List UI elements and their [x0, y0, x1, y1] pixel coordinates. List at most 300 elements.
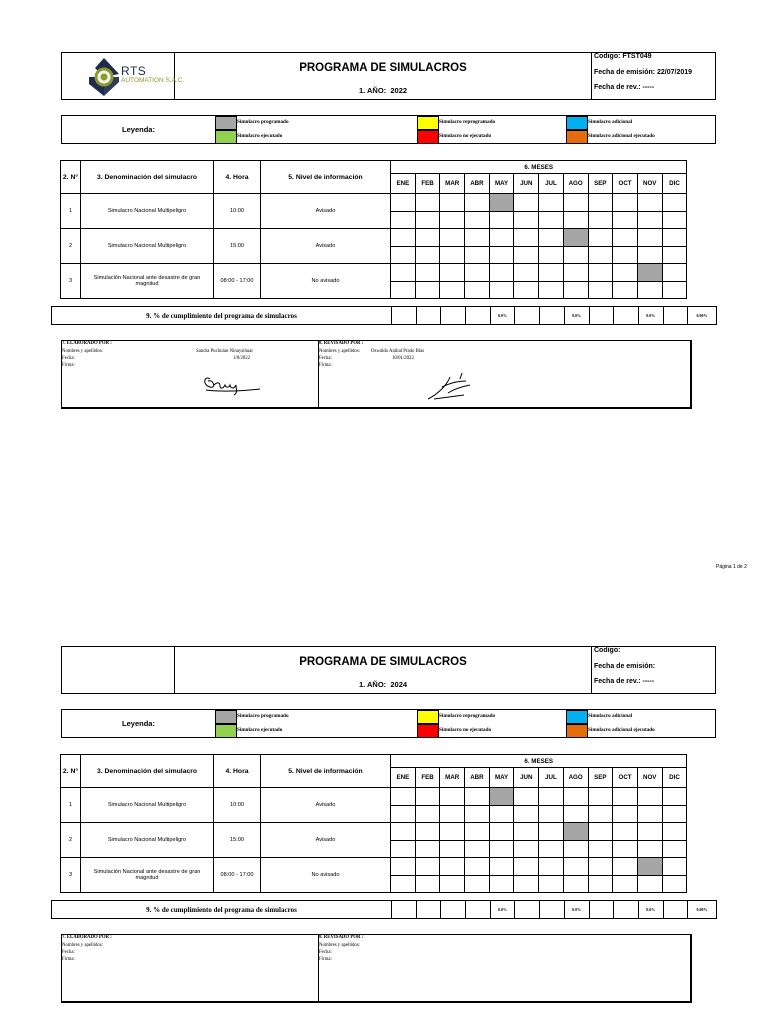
month-cell — [613, 211, 638, 229]
month-cell — [391, 858, 416, 876]
month-cell — [588, 264, 613, 282]
month-header: FEB — [415, 768, 440, 788]
compliance-month-value — [416, 307, 441, 325]
row-nivel: Avisado — [261, 823, 391, 858]
month-cell — [440, 194, 465, 212]
scheduled-month-cell — [563, 823, 588, 841]
month-cell — [514, 264, 539, 282]
month-cell — [637, 788, 662, 806]
month-cell — [440, 858, 465, 876]
compliance-month-value: 0.0% — [490, 901, 515, 919]
month-cell — [489, 840, 514, 858]
col-header-denominacion: 3. Denominación del simulacro — [81, 755, 214, 788]
revisado-title: 8. REVISADO POR : — [319, 935, 364, 940]
fecha-emision: Fecha de emisión: 22/07/2019 — [594, 69, 693, 76]
month-cell — [415, 246, 440, 264]
compliance-month-value — [540, 901, 565, 919]
month-cell — [637, 211, 662, 229]
month-cell — [391, 194, 416, 212]
scheduled-month-cell — [563, 229, 588, 247]
month-cell — [465, 211, 490, 229]
row-num: 3 — [61, 858, 81, 893]
month-cell — [440, 840, 465, 858]
table-row — [61, 823, 687, 841]
month-cell — [415, 858, 440, 876]
month-cell — [539, 840, 564, 858]
document-page — [0, 594, 768, 1024]
month-cell — [440, 823, 465, 841]
month-header: JUN — [514, 768, 539, 788]
col-header-num: 2. N° — [61, 161, 81, 194]
month-cell — [514, 281, 539, 299]
compliance-month-value — [466, 901, 491, 919]
legend-block — [61, 709, 716, 738]
row-denominacion: Simulación Nacional ante desastre de gran magnitud — [81, 264, 214, 299]
month-cell — [637, 875, 662, 893]
row-denominacion: Simulacro Nacional Multipeligro — [81, 194, 214, 229]
meta-cell — [591, 647, 715, 693]
month-cell — [613, 823, 638, 841]
legend-swatch — [566, 130, 588, 144]
year-line — [175, 86, 591, 95]
month-cell — [440, 246, 465, 264]
table-row — [61, 788, 687, 806]
row-hora: 08:00 - 17:00 — [214, 264, 261, 299]
month-cell — [613, 281, 638, 299]
month-cell — [465, 840, 490, 858]
month-cell — [563, 788, 588, 806]
row-nivel: Avisado — [261, 229, 391, 264]
col-header-meses: 6. MESES — [391, 755, 687, 768]
legend-item-label: Simulacro ejecutado — [237, 727, 283, 733]
fecha-emision: Fecha de emisión: — [594, 663, 656, 670]
compliance-month-value — [540, 307, 565, 325]
elaborado-section — [62, 935, 319, 1001]
month-cell — [539, 246, 564, 264]
logo-cell — [62, 647, 175, 693]
month-header: MAR — [440, 174, 465, 194]
month-cell — [489, 823, 514, 841]
row-denominacion: Simulación Nacional ante desastre de gran magnitud — [81, 858, 214, 893]
month-cell — [391, 246, 416, 264]
legend-item-label: Simulacro programado — [237, 119, 289, 125]
month-cell — [613, 840, 638, 858]
month-cell — [588, 281, 613, 299]
row-hora: 10:00 — [214, 788, 261, 823]
month-header: NOV — [637, 174, 662, 194]
month-header: AGO — [563, 174, 588, 194]
page-number: Página 1 de 2 — [716, 564, 747, 570]
compliance-month-value: 0.0% — [564, 307, 589, 325]
month-cell — [391, 875, 416, 893]
scheduled-month-cell — [637, 858, 662, 876]
month-cell — [662, 840, 687, 858]
compliance-row — [51, 306, 717, 325]
row-num: 3 — [61, 264, 81, 299]
legend-item-label: Simulacro adicional ejecutado — [588, 133, 655, 139]
company-logo — [86, 56, 206, 98]
month-cell — [465, 281, 490, 299]
revisado-sign-label: Firma: — [319, 363, 332, 368]
month-cell — [637, 229, 662, 247]
signature-block — [61, 934, 692, 1003]
month-cell — [465, 264, 490, 282]
month-cell — [514, 823, 539, 841]
compliance-row — [51, 900, 717, 919]
month-cell — [539, 805, 564, 823]
month-cell — [514, 840, 539, 858]
col-header-meses: 6. MESES — [391, 161, 687, 174]
month-cell — [415, 875, 440, 893]
month-cell — [391, 281, 416, 299]
month-cell — [662, 211, 687, 229]
table-row — [61, 194, 687, 212]
month-cell — [391, 229, 416, 247]
month-cell — [563, 211, 588, 229]
row-nivel: No avisado — [261, 858, 391, 893]
document-title: PROGRAMA DE SIMULACROS — [299, 656, 467, 668]
revisado-date-value: 10/01/2022 — [392, 356, 414, 361]
month-cell — [489, 211, 514, 229]
legend-swatch — [417, 724, 439, 738]
month-cell — [415, 194, 440, 212]
legend-swatch — [215, 116, 237, 130]
compliance-month-value — [416, 901, 441, 919]
compliance-month-value: 0.0% — [638, 307, 663, 325]
month-cell — [514, 211, 539, 229]
month-cell — [440, 229, 465, 247]
month-cell — [539, 194, 564, 212]
revisado-section — [318, 935, 690, 1001]
compliance-month-value: 0.0% — [638, 901, 663, 919]
row-num: 1 — [61, 788, 81, 823]
month-header: SEP — [588, 174, 613, 194]
month-cell — [514, 246, 539, 264]
signature-block — [61, 340, 692, 409]
month-header: MAR — [440, 768, 465, 788]
legend-label: Leyenda: — [122, 719, 155, 728]
month-cell — [662, 281, 687, 299]
month-cell — [415, 788, 440, 806]
row-denominacion: Simulacro Nacional Multipeligro — [81, 229, 214, 264]
month-cell — [391, 840, 416, 858]
month-cell — [588, 840, 613, 858]
month-cell — [563, 246, 588, 264]
month-cell — [465, 875, 490, 893]
elaborado-date-value: 1/8/2022 — [233, 356, 251, 361]
elaborado-sign-label: Firma: — [62, 363, 75, 368]
month-cell — [563, 805, 588, 823]
compliance-month-value — [614, 307, 639, 325]
legend-swatch — [417, 116, 439, 130]
month-cell — [440, 875, 465, 893]
month-cell — [563, 281, 588, 299]
elaborado-name-label: Nombres y apellidos: — [62, 943, 104, 948]
compliance-month-value — [515, 901, 540, 919]
year-line — [175, 680, 591, 689]
month-header: SEP — [588, 768, 613, 788]
month-cell — [637, 194, 662, 212]
month-cell — [391, 788, 416, 806]
compliance-month-value: 0.0% — [490, 307, 515, 325]
month-header: JUL — [539, 174, 564, 194]
year-value: 2022 — [390, 86, 408, 95]
elaborado-date-label: Fecha: — [62, 356, 75, 361]
table-row — [61, 229, 687, 247]
month-cell — [514, 194, 539, 212]
row-nivel: Avisado — [261, 788, 391, 823]
month-cell — [514, 805, 539, 823]
month-header: MAY — [489, 768, 514, 788]
month-cell — [514, 788, 539, 806]
month-cell — [662, 805, 687, 823]
scheduled-month-cell — [489, 788, 514, 806]
month-cell — [637, 281, 662, 299]
compliance-month-value — [589, 901, 614, 919]
month-header: DIC — [662, 768, 687, 788]
month-cell — [514, 229, 539, 247]
row-hora: 10:00 — [214, 194, 261, 229]
month-header: OCT — [613, 768, 638, 788]
table-row — [61, 264, 687, 282]
document-title: PROGRAMA DE SIMULACROS — [299, 62, 467, 74]
month-cell — [539, 281, 564, 299]
month-cell — [415, 264, 440, 282]
month-cell — [539, 264, 564, 282]
month-cell — [563, 840, 588, 858]
row-nivel: No avisado — [261, 264, 391, 299]
year-label: 1. AÑO: — [358, 680, 387, 689]
elaborado-name-value: Sandra Puchulan Ninaysihuar — [196, 349, 254, 354]
month-cell — [465, 194, 490, 212]
month-cell — [539, 211, 564, 229]
legend-item-label: Simulacro reprogramado — [439, 119, 496, 125]
compliance-total: 0.00% — [688, 901, 717, 919]
legend-swatch — [215, 130, 237, 144]
month-cell — [588, 858, 613, 876]
month-cell — [613, 875, 638, 893]
month-cell — [489, 858, 514, 876]
month-cell — [588, 788, 613, 806]
handwritten-signature-revisado — [424, 369, 474, 403]
legend-item-label: Simulacro reprogramado — [439, 713, 496, 719]
compliance-month-value — [441, 901, 466, 919]
rts-logo-icon — [86, 56, 122, 98]
legend-swatch — [215, 724, 237, 738]
compliance-month-value — [392, 307, 417, 325]
revisado-name-value: Oswaldo Anibal Prado Blas — [371, 349, 425, 354]
compliance-total: 0.00% — [688, 307, 717, 325]
month-cell — [440, 805, 465, 823]
month-cell — [613, 788, 638, 806]
compliance-month-value — [441, 307, 466, 325]
header-block — [61, 646, 716, 694]
col-header-hora: 4. Hora — [214, 755, 261, 788]
month-cell — [391, 823, 416, 841]
month-cell — [440, 788, 465, 806]
row-denominacion: Simulacro Nacional Multipeligro — [81, 788, 214, 823]
month-cell — [662, 246, 687, 264]
month-cell — [662, 194, 687, 212]
col-header-denominacion: 3. Denominación del simulacro — [81, 161, 214, 194]
legend-item-label: Simulacro no ejecutado — [439, 133, 492, 139]
month-cell — [662, 788, 687, 806]
month-cell — [391, 805, 416, 823]
compliance-label: 9. % de cumplimiento del programa de simulacros — [52, 901, 392, 919]
compliance-month-value — [589, 307, 614, 325]
revisado-date-label: Fecha: — [319, 950, 332, 955]
month-cell — [415, 211, 440, 229]
row-num: 2 — [61, 823, 81, 858]
month-cell — [489, 875, 514, 893]
compliance-label: 9. % de cumplimiento del programa de simulacros — [52, 307, 392, 325]
elaborado-name-label: Nombres y apellidos: — [62, 349, 104, 354]
month-cell — [613, 805, 638, 823]
col-header-num: 2. N° — [61, 755, 81, 788]
month-cell — [588, 875, 613, 893]
month-cell — [465, 246, 490, 264]
year-value: 2024 — [390, 680, 408, 689]
month-cell — [489, 281, 514, 299]
month-cell — [465, 788, 490, 806]
legend-item-label: Simulacro no ejecutado — [439, 727, 492, 733]
month-cell — [662, 823, 687, 841]
month-cell — [613, 229, 638, 247]
month-cell — [415, 281, 440, 299]
col-header-hora: 4. Hora — [214, 161, 261, 194]
codigo: Codigo: FTST049 — [594, 53, 652, 60]
month-cell — [465, 858, 490, 876]
month-cell — [440, 264, 465, 282]
month-header: MAY — [489, 174, 514, 194]
month-cell — [588, 194, 613, 212]
month-cell — [662, 875, 687, 893]
scheduled-month-cell — [637, 264, 662, 282]
month-header: DIC — [662, 174, 687, 194]
fecha-revision: Fecha de rev.: ----- — [594, 678, 655, 685]
compliance-month-value — [663, 901, 688, 919]
revisado-name-label: Nombres y apellidos: — [319, 349, 361, 354]
legend-item-label: Simulacro adicional ejecutado — [588, 727, 655, 733]
compliance-month-value — [466, 307, 491, 325]
revisado-name-label: Nombres y apellidos: — [319, 943, 361, 948]
col-header-nivel: 5. Nivel de información — [261, 755, 391, 788]
schedule-table — [60, 754, 687, 893]
month-cell — [563, 264, 588, 282]
month-cell — [563, 875, 588, 893]
legend-swatch — [566, 724, 588, 738]
month-cell — [539, 788, 564, 806]
row-nivel: Avisado — [261, 194, 391, 229]
month-header: OCT — [613, 174, 638, 194]
month-cell — [539, 858, 564, 876]
month-cell — [637, 840, 662, 858]
month-cell — [440, 281, 465, 299]
logo-subtitle: AUTOMATION S.A.C. — [121, 77, 185, 84]
month-cell — [662, 264, 687, 282]
month-cell — [539, 229, 564, 247]
elaborado-title: 7. ELABORADO POR : — [62, 341, 112, 346]
month-header: NOV — [637, 768, 662, 788]
month-cell — [489, 246, 514, 264]
month-header: JUL — [539, 768, 564, 788]
month-header: JUN — [514, 174, 539, 194]
revisado-section — [318, 341, 690, 407]
month-cell — [563, 858, 588, 876]
month-cell — [637, 805, 662, 823]
month-cell — [588, 246, 613, 264]
month-cell — [588, 211, 613, 229]
month-cell — [465, 823, 490, 841]
month-cell — [514, 875, 539, 893]
elaborado-date-label: Fecha: — [62, 950, 75, 955]
month-cell — [465, 229, 490, 247]
row-hora: 08:00 - 17:00 — [214, 858, 261, 893]
month-cell — [613, 858, 638, 876]
legend-swatch — [566, 710, 588, 724]
compliance-month-value — [515, 307, 540, 325]
header-block — [61, 52, 716, 100]
legend-swatch — [566, 116, 588, 130]
table-row — [61, 858, 687, 876]
month-cell — [588, 823, 613, 841]
month-header: FEB — [415, 174, 440, 194]
codigo: Codigo: — [594, 647, 621, 654]
compliance-month-value: 0.0% — [564, 901, 589, 919]
row-denominacion: Simulacro Nacional Multipeligro — [81, 823, 214, 858]
row-hora: 15:00 — [214, 823, 261, 858]
month-header: ABR — [465, 174, 490, 194]
month-cell — [613, 264, 638, 282]
scheduled-month-cell — [489, 194, 514, 212]
elaborado-title: 7. ELABORADO POR : — [62, 935, 112, 940]
month-cell — [514, 858, 539, 876]
month-cell — [588, 229, 613, 247]
revisado-date-label: Fecha: — [319, 356, 332, 361]
month-cell — [489, 229, 514, 247]
month-header: ABR — [465, 768, 490, 788]
month-cell — [415, 805, 440, 823]
month-header: ENE — [391, 174, 416, 194]
legend-swatch — [417, 130, 439, 144]
row-num: 2 — [61, 229, 81, 264]
schedule-table — [60, 160, 687, 299]
compliance-month-value — [614, 901, 639, 919]
month-cell — [539, 875, 564, 893]
month-cell — [489, 805, 514, 823]
month-cell — [662, 229, 687, 247]
legend-item-label: Simulacro adicional — [588, 119, 633, 125]
month-cell — [637, 246, 662, 264]
legend-swatch — [417, 710, 439, 724]
month-cell — [588, 805, 613, 823]
month-cell — [662, 858, 687, 876]
month-cell — [465, 805, 490, 823]
row-num: 1 — [61, 194, 81, 229]
legend-item-label: Simulacro adicional — [588, 713, 633, 719]
month-cell — [391, 264, 416, 282]
col-header-nivel: 5. Nivel de información — [261, 161, 391, 194]
legend-item-label: Simulacro ejecutado — [237, 133, 283, 139]
handwritten-signature-elaborado — [202, 371, 262, 397]
legend-block — [61, 115, 716, 144]
month-cell — [489, 264, 514, 282]
revisado-title: 8. REVISADO POR : — [319, 341, 364, 346]
month-cell — [415, 823, 440, 841]
compliance-month-value — [663, 307, 688, 325]
revisado-sign-label: Firma: — [319, 957, 332, 962]
year-label: 1. AÑO: — [358, 86, 387, 95]
